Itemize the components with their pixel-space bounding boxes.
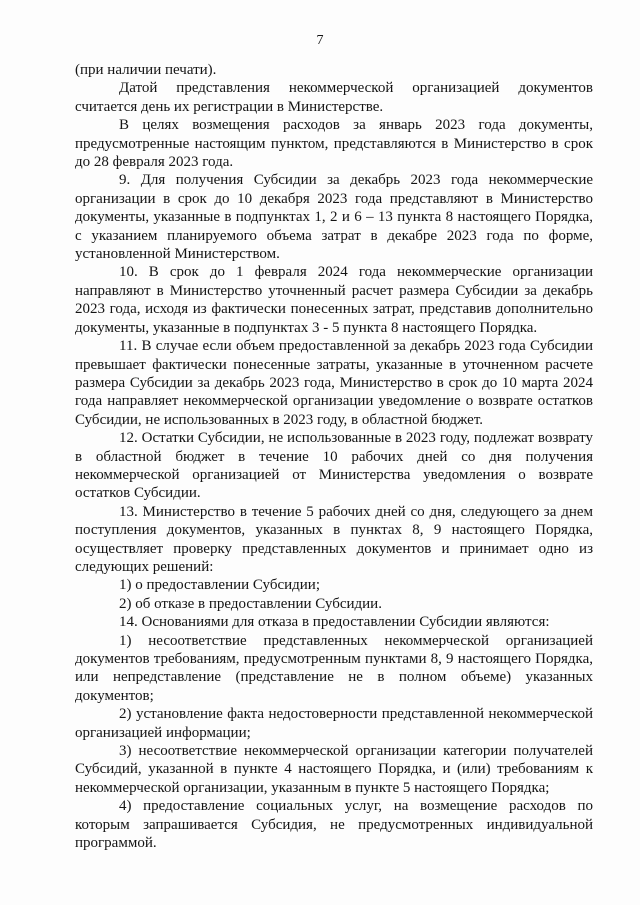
paragraph: 13. Министерство в течение 5 рабочих дней со дня, следующего за днем поступления документов, указанных в пунктах 8, 9 настоящего Порядка, осуществляет проверку представленных документов и принимает одно из следующих решений: [75, 503, 593, 575]
paragraph: 3) несоответствие некоммерческой организации категории получателей Субсидий, указанной в пункте 4 настоящего Порядка, и (или) требованиям к некоммерческой организации, указанным в пункте 5 настоящего Порядка; [75, 743, 593, 796]
paragraph: 1) о предоставлении Субсидии; [119, 577, 321, 594]
paragraph: (при наличии печати). [75, 62, 217, 78]
paragraph: 2) об отказе в предоставлении Субсидии. [119, 595, 382, 612]
document-body [75, 61, 593, 852]
paragraph: 14. Основаниями для отказа в предоставлении Субсидии являются: [119, 614, 550, 631]
paragraph: 4) предоставление социальных услуг, на возмещение расходов по которым запрашивается Субсидия, не предусмотренных индивидуальной программой. [75, 798, 593, 852]
paragraph: 11. В случае если объем предоставленной за декабрь 2023 года Субсидии превышает фактически понесенные затраты, указанные в уточненном расчете размера Субсидии за декабрь 2023 года, Министерство в срок до 10 марта 2024 года направляет некоммерческой организации уведомление о возврате остатков Субсидии, не использованных в 2023 году, в областной бюджет. [75, 338, 593, 428]
paragraph: 10. В срок до 1 февраля 2024 года некоммерческие организации направляют в Министерство уточненный расчет размера Субсидии за декабрь 2023 года, исходя из фактически понесенных затрат, представив дополнительно документы, указанные в подпунктах 3 - 5 пункта 8 настоящего Порядка. [75, 264, 593, 336]
paragraph: 9. Для получения Субсидии за декабрь 2023 года некоммерческие организации в срок до 10 декабря 2023 года представляют в Министерство документы, указанные в подпунктах 1, 2 и 6 – 13 пункта 8 настоящего Порядка, с указанием планируемого объема затрат в декабре 2023 года по форме, установленной Министерством. [75, 172, 593, 263]
paragraph: 1) несоответствие представленных некоммерческой организацией документов требованиям, предусмотренным пунктами 8, 9 настоящего Порядка, или непредставление (представление не в полном объеме) указанных документов; [75, 632, 593, 704]
paragraph: Датой представления некоммерческой организацией документов считается день их регистрации в Министерстве. [75, 80, 593, 115]
paragraph: 2) установление факта недостоверности представленной некоммерческой организацией информации; [75, 706, 593, 741]
paragraph: 12. Остатки Субсидии, не использованные в 2023 году, подлежат возврату в областной бюджет в течение 10 рабочих дней со дня получения некоммерческой организацией от Министерства уведомления о возврате остатков Субсидии. [75, 430, 593, 502]
paragraph: В целях возмещения расходов за январь 2023 года документы, предусмотренные настоящим пунктом, представляются в Министерство в срок до 28 февраля 2023 года. [75, 117, 593, 171]
page-number: 7 [316, 33, 324, 48]
